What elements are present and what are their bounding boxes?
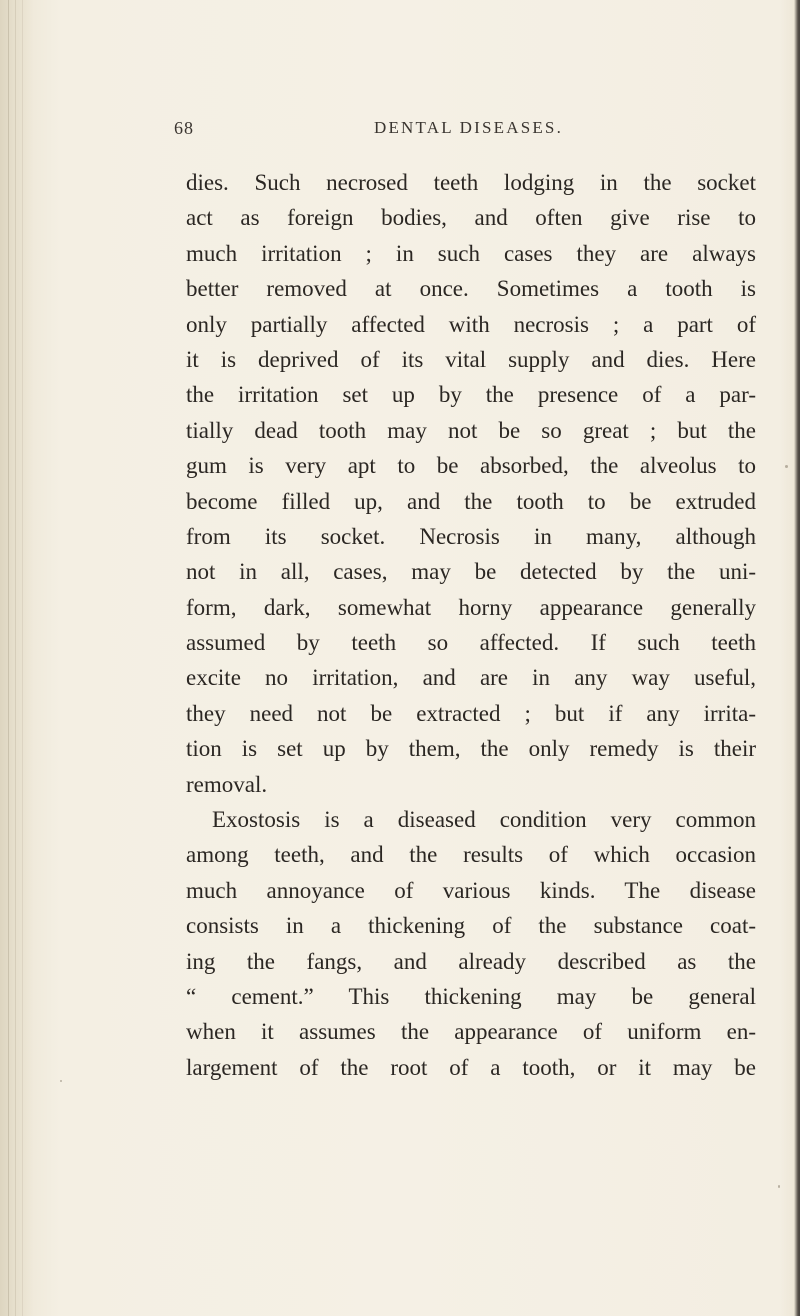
text-line: from its socket. Necrosis in many, although <box>186 523 756 549</box>
body-text <box>186 165 756 1085</box>
text-line: the irritation set up by the presence of a par- <box>186 382 756 408</box>
text-line: assumed by teeth so affected. If such teeth <box>186 630 756 656</box>
gutter-line <box>15 0 16 1316</box>
page-right-edge <box>794 0 800 1316</box>
text-line: act as foreign bodies, and often give rise to <box>186 205 756 231</box>
text-line: form, dark, somewhat horny appearance generally <box>186 594 756 620</box>
text-line: Exostosis is a diseased condition very common <box>212 807 756 833</box>
text-line: removal. <box>186 771 268 797</box>
text-line: they need not be extracted ; but if any irrita- <box>186 700 756 726</box>
text-line: only partially affected with necrosis ; a part of <box>186 311 756 337</box>
text-line: better removed at once. Sometimes a tooth is <box>186 276 756 302</box>
text-line: dies. Such necrosed teeth lodging in the socket <box>186 170 756 195</box>
page-number: 68 <box>174 118 194 138</box>
text-line: among teeth, and the results of which occasion <box>186 842 756 868</box>
page-header <box>174 118 604 142</box>
text-line: ing the fangs, and already described as the <box>186 948 756 974</box>
text-line: excite no irritation, and are in any way useful, <box>186 665 756 691</box>
text-line: gum is very apt to be absorbed, the alveolus to <box>186 453 756 479</box>
text-line: tially dead tooth may not be so great ; but the <box>186 417 756 443</box>
text-line: consists in a thickening of the substance coat- <box>186 913 756 939</box>
text-line: not in all, cases, may be detected by the uni- <box>186 559 756 585</box>
text-line: when it assumes the appearance of uniform en- <box>186 1019 756 1045</box>
page-gutter <box>0 0 34 1316</box>
gutter-line <box>22 0 23 1316</box>
text-line: tion is set up by them, the only remedy is their <box>186 736 756 762</box>
text-line: “ cement.” This thickening may be general <box>186 983 756 1009</box>
running-head: DENTAL DISEASES. <box>374 118 564 137</box>
gutter-line <box>8 0 9 1316</box>
paper-speck <box>785 465 788 468</box>
paper-speck <box>778 1185 780 1188</box>
text-line: much annoyance of various kinds. The disease <box>186 877 756 903</box>
text-line: it is deprived of its vital supply and dies. Here <box>186 346 756 372</box>
text-line: largement of the root of a tooth, or it may be <box>186 1054 756 1080</box>
paper-speck <box>60 1080 62 1082</box>
text-line: become filled up, and the tooth to be extruded <box>186 488 756 514</box>
text-line: much irritation ; in such cases they are always <box>186 240 756 266</box>
